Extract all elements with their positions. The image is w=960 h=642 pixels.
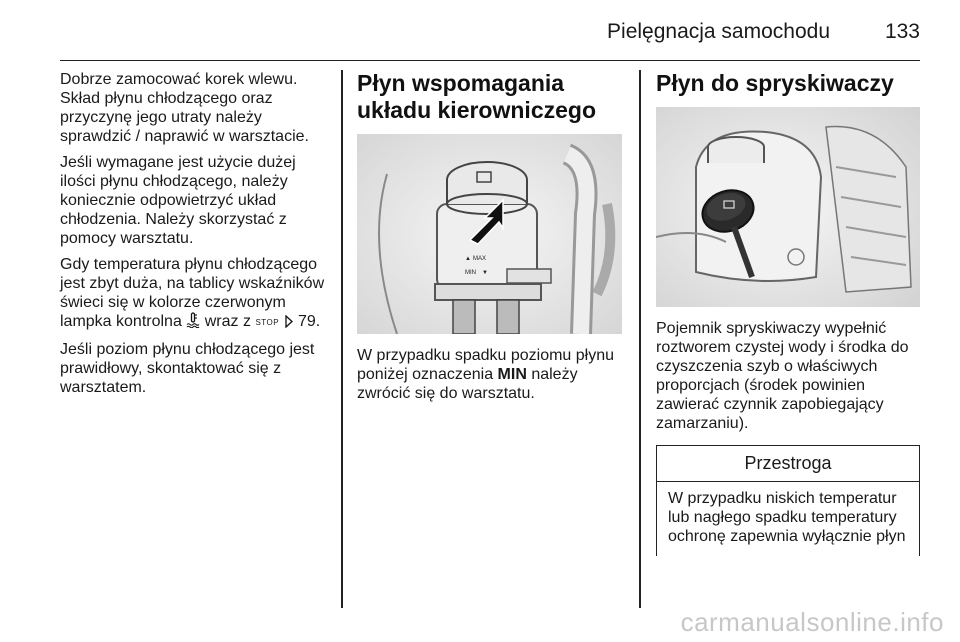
stop-icon: STOP	[255, 318, 280, 327]
paragraph: Jeśli poziom płynu chłodzącego jest prawidłowy, skontaktować się z warsztatem.	[60, 341, 315, 396]
paragraph: Pojemnik spryskiwaczy wypełnić roztworem czystej wody i środka do czyszczenia szyb o właściwych proporcjach (środek powinien zawierać czynnik zapobiegający zamarzaniu).	[656, 320, 909, 432]
caution-title: Przestroga	[657, 446, 919, 482]
column-power-steering	[357, 70, 622, 410]
page-reference-icon	[284, 314, 294, 333]
paragraph-text: W przypadku spadku poziomu płynu poniżej oznaczenia	[357, 347, 615, 383]
power-steering-reservoir-illustration	[357, 134, 622, 334]
section-heading: Płyn do spryskiwaczy	[656, 70, 894, 96]
column-divider	[639, 70, 641, 608]
min-mark-label: MIN	[465, 270, 476, 276]
caution-text: W przypadku niskich temperatur lub nagłego spadku temperatury ochronę zapewnia wyłącznie płyn	[668, 490, 906, 545]
paragraph: Dobrze zamocować korek wlewu. Skład płynu chłodzącego oraz przyczynę jego utraty należy sprawdzić / naprawić w warsztacie.	[60, 71, 309, 145]
svg-text:▼: ▼	[482, 270, 488, 276]
paragraph-text: wraz z	[204, 313, 251, 330]
section-heading: Płyn wspomagania układu kierowniczego	[357, 70, 596, 123]
column-coolant	[60, 70, 330, 404]
column-divider	[341, 70, 343, 608]
page-header	[60, 0, 920, 61]
paragraph	[357, 346, 622, 403]
column-washer-fluid	[656, 70, 920, 556]
page-reference[interactable]: 79.	[297, 313, 321, 330]
max-mark-label: MAX	[473, 256, 487, 262]
min-mark-reference: MIN	[497, 366, 527, 383]
section-title: Pielęgnacja samochodu	[607, 20, 830, 43]
coolant-temperature-icon	[186, 312, 200, 333]
paragraph-text: należy zwrócić się do warsztatu.	[357, 366, 578, 402]
paragraph: Jeśli wymagane jest użycie dużej ilości płynu chłodzącego, należy koniecznie odpowietrzyć układ chłodzenia. Należy skorzystać z pomocy warsztatu.	[60, 154, 296, 247]
washer-fluid-reservoir-illustration	[656, 107, 920, 307]
paragraph	[60, 255, 330, 333]
svg-text:▲: ▲	[465, 256, 471, 262]
page-number: 133	[884, 20, 920, 43]
caution-box	[656, 445, 920, 556]
watermark: carmanualsonline.info	[680, 607, 944, 637]
paragraph-text: Gdy temperatura płynu chłodzącego jest zbyt duża, na tablicy wskaźników świeci się w kolorze czerwonym lampka kontrolna	[60, 256, 325, 330]
